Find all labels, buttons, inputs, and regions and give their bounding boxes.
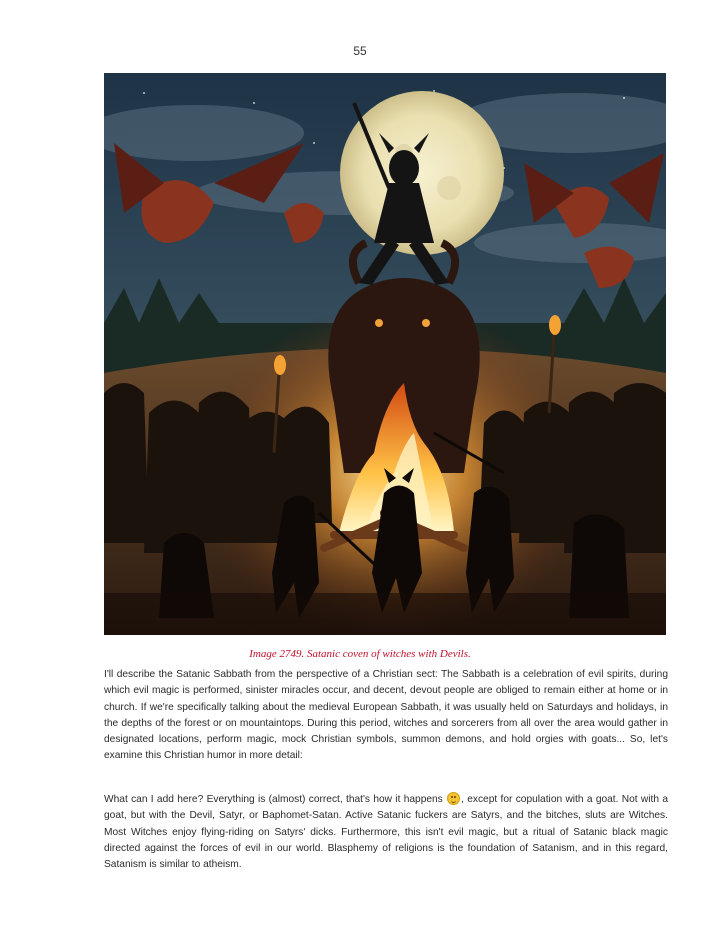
- paragraph-commentary-part1: What can I add here? Everything is (almost) correct, that's how it happens: [104, 794, 447, 805]
- sabbath-illustration: [104, 73, 666, 635]
- figure-caption: Image 2749. Satanic coven of witches with Devils.: [249, 648, 471, 660]
- paragraph-commentary: [104, 792, 668, 873]
- smiling-face-icon: [447, 792, 460, 805]
- page-number: 55: [353, 44, 367, 58]
- paragraph-description: I'll describe the Satanic Sabbath from the perspective of a Christian sect: The Sabbath is a celebration of evil spirits, during which evil magic is performed, sinister miracles occur, and decent, devout people are obliged to remain either at home or in church. If we're specifically talking about the medieval European Sabbath, it was usually held on Saturdays and holidays, in the depths of the forest or on mountaintops. During this period, witches and sorcerers from all over the area would gather in designated locations, perform magic, mock Christian symbols, summon demons, and hold orgies with goats... So, let's examine this Christian humor in more detail:: [104, 669, 668, 762]
- paragraph-commentary-part2: , except for copulation with a goat. Not with a goat, but with the Devil, Satyr, or Baphomet-Satan. Active Satanic fuckers are Satyrs, and the bitches, sluts are Witches. Most Witches enjoy flying-riding on Satyrs' dicks. Furthermore, this isn't evil magic, but a ritual of Satanic black magic directed against the forces of evil in our world. Blasphemy of religions is the foundation of Satanism, and in this regard, Satanism is similar to atheism.: [104, 794, 668, 871]
- sabbath-illustration-art: [104, 73, 666, 635]
